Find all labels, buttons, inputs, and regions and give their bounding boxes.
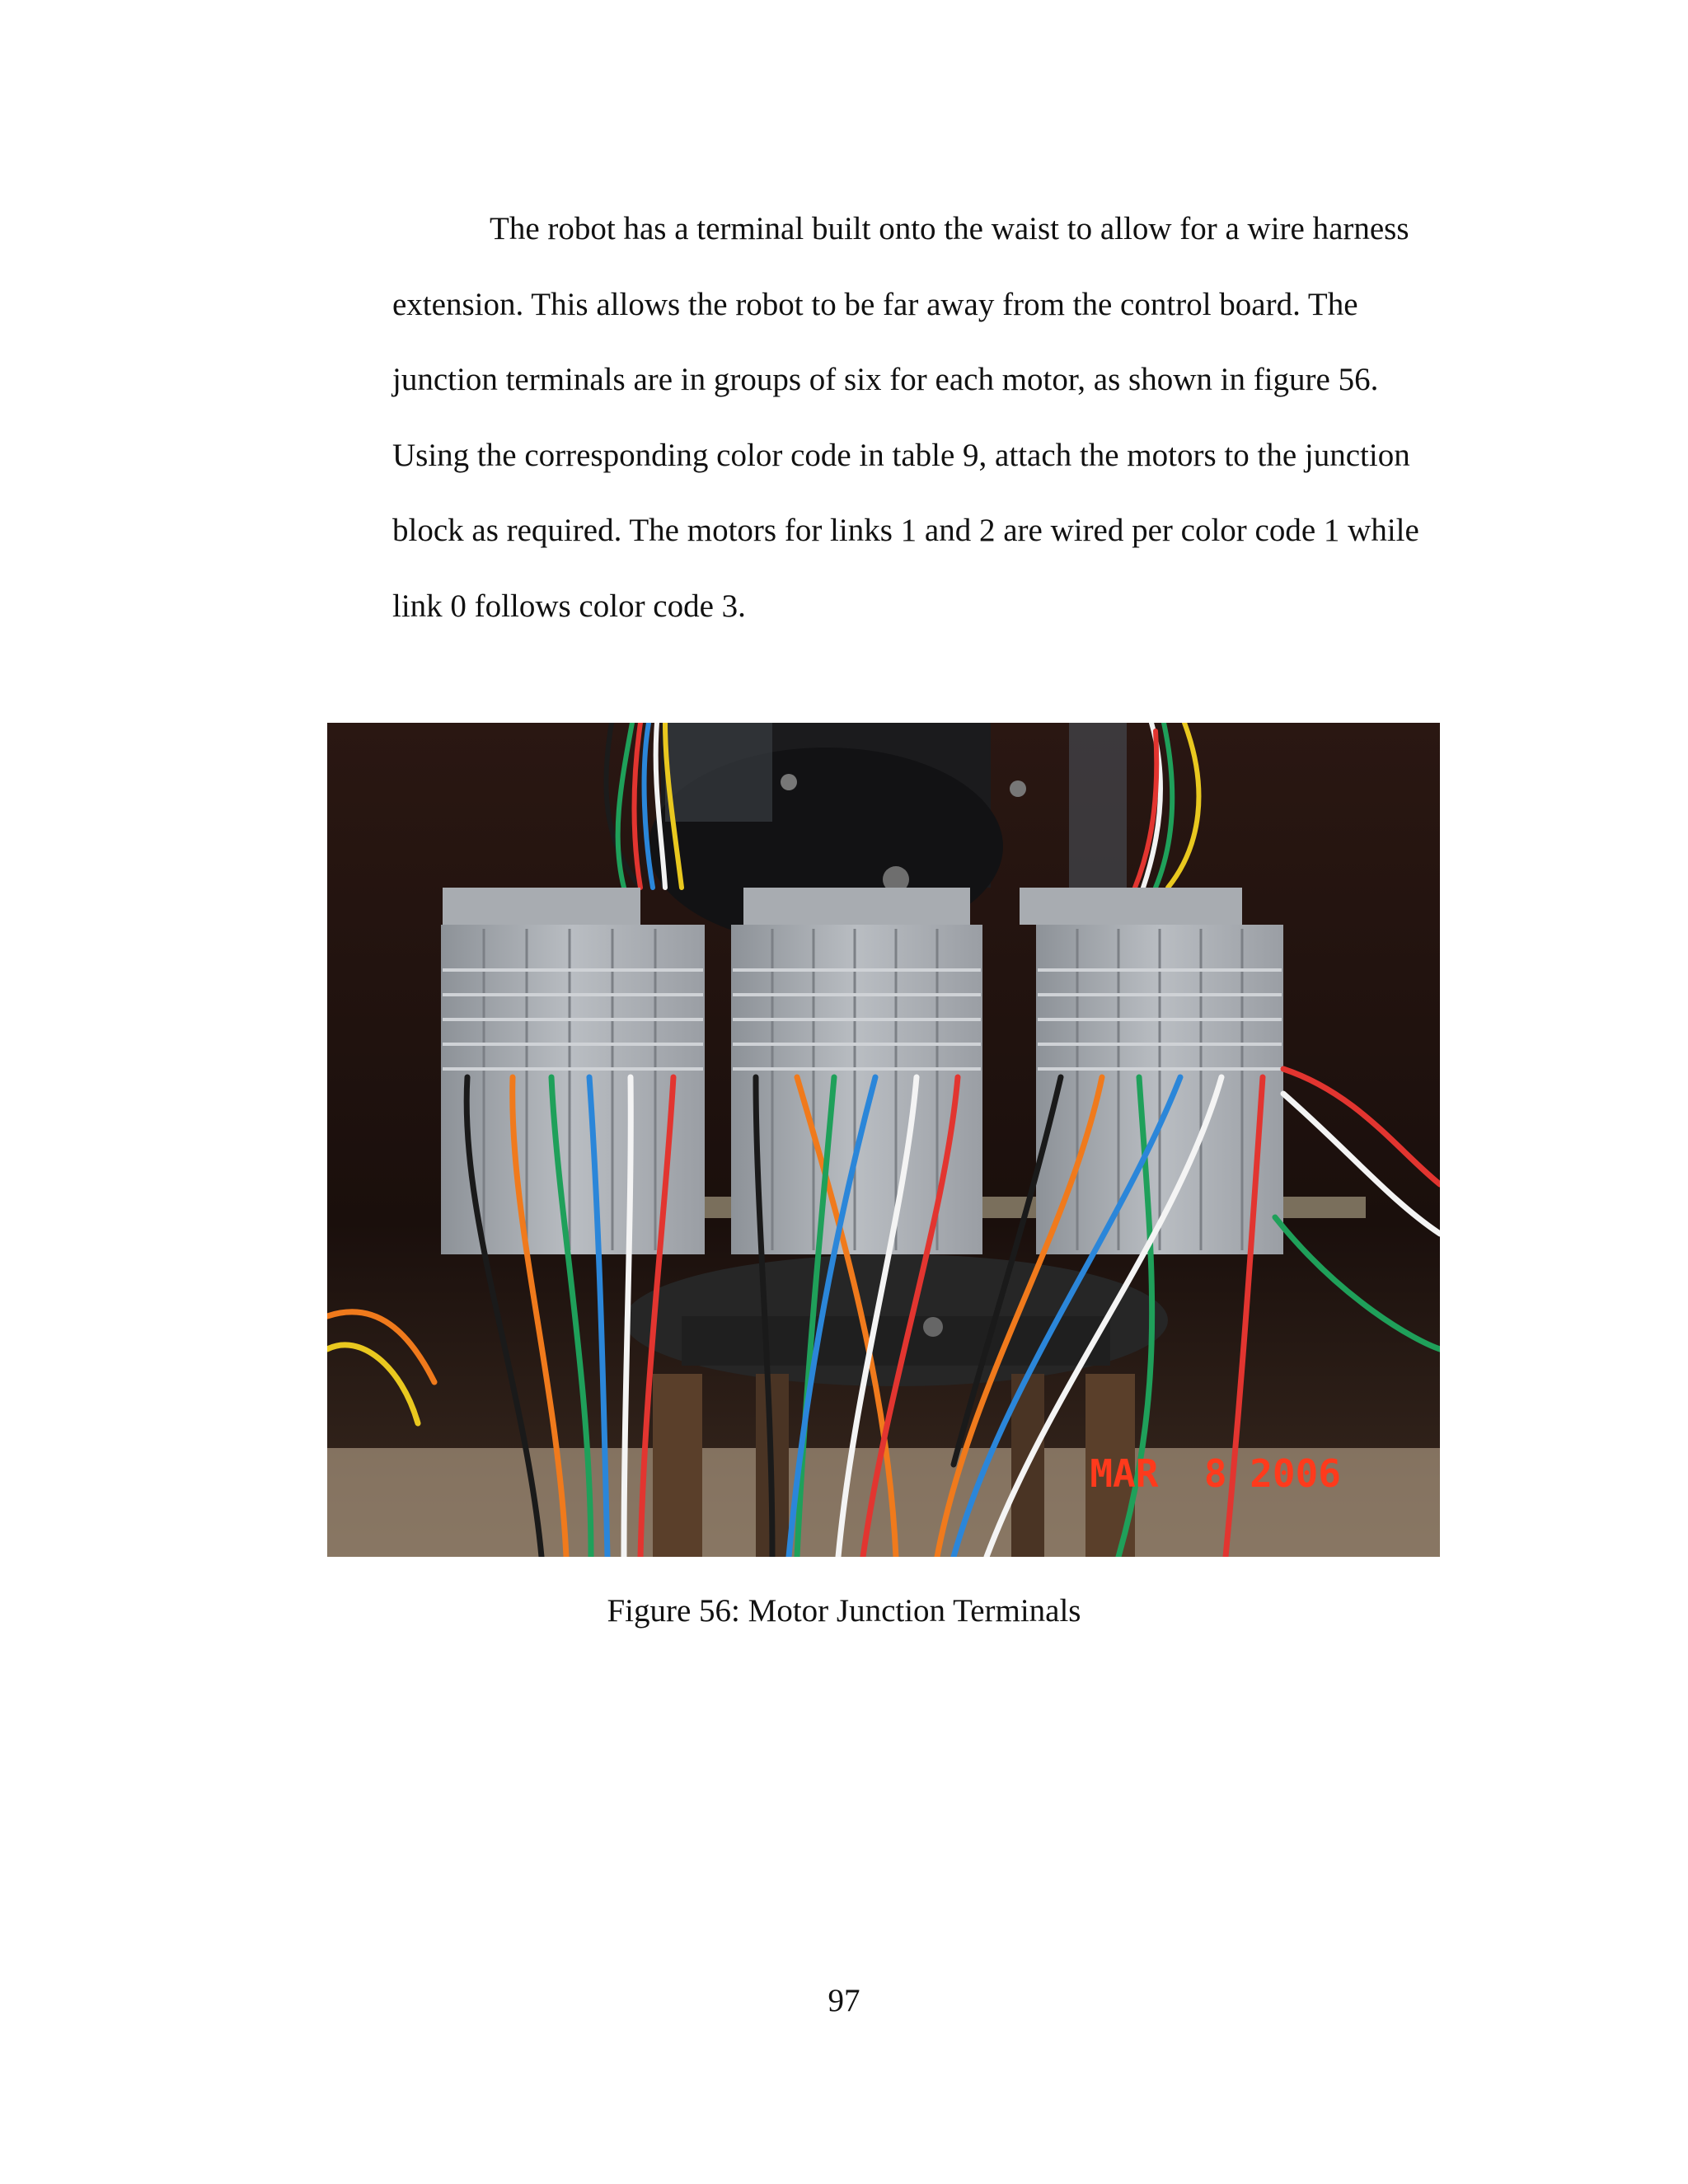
motor-terminals-photo — [327, 723, 1440, 1557]
body-paragraph — [392, 191, 1449, 644]
page-number: 97 — [828, 1983, 860, 2018]
photo-date-stamp: MAR 8 2006 — [1090, 1451, 1341, 1496]
paragraph-line-4: Using the corresponding color code in table 9, attach the motors to the junction — [392, 437, 1410, 473]
paragraph-line-6: link 0 follows color code 3. — [392, 588, 746, 624]
terminal-block-group-3 — [1020, 888, 1283, 1254]
paragraph-line-1: The robot has a terminal built onto the waist to allow for a wire harness — [490, 211, 1409, 246]
paragraph-line-5: block as required. The motors for links 1 and 2 are wired per color code 1 while — [392, 513, 1419, 548]
terminal-block-group-2 — [731, 888, 982, 1254]
paragraph-line-2: extension. This allows the robot to be far away from the control board. The — [392, 286, 1358, 322]
paragraph-line-3: junction terminals are in groups of six for each motor, as shown in figure 56. — [392, 362, 1379, 397]
figure-caption: Figure 56: Motor Junction Terminals — [607, 1593, 1081, 1629]
figure-photo — [327, 723, 1440, 1557]
